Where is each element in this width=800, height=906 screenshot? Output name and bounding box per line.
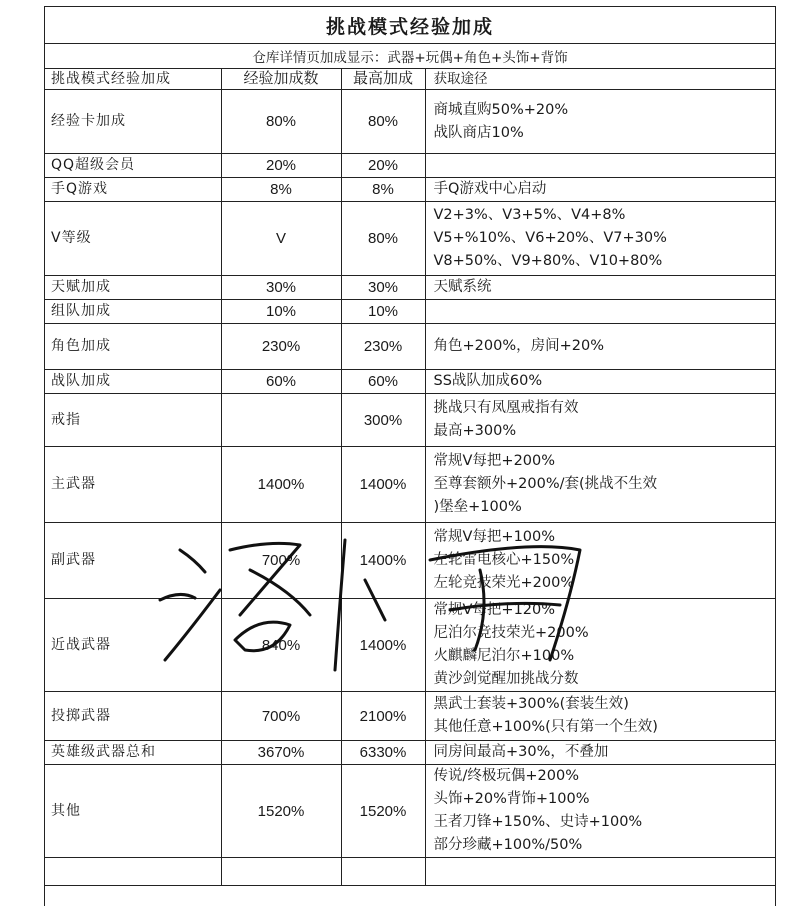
sheet-subtitle: 仓库详情页加成显示：武器+玩偶+角色+头饰+背饰 [45,44,775,69]
source-line: 角色+200%，房间+20% [433,338,604,354]
row-bonus: 1520% [221,765,341,858]
row-source [425,741,775,765]
row-category: 戒指 [45,394,221,447]
table-row [45,178,775,202]
source-line: 同房间最高+30%，不叠加 [433,744,609,760]
row-bonus [221,858,341,886]
table-row [45,276,775,300]
row-max: 10% [341,300,425,324]
table-row [45,765,775,858]
table-row [45,447,775,523]
source-line: 头饰+20%背饰+100% [433,791,590,807]
row-bonus: 8% [221,178,341,202]
row-category: 天赋加成 [45,276,221,300]
row-category: 其他 [45,765,221,858]
source-line: 常规V每把+200% [433,453,556,469]
bonus-sheet [44,6,776,906]
row-max: 80% [341,202,425,276]
row-source [425,858,775,886]
row-max: 60% [341,370,425,394]
row-source [425,178,775,202]
source-line: 火麒麟尼泊尔+100% [433,648,575,664]
source-line: 最高+300% [433,423,517,439]
header-source: 获取途径 [425,69,775,90]
row-source [425,447,775,523]
source-line: SS战队加成60% [433,373,543,389]
row-source [425,394,775,447]
row-max: 1400% [341,447,425,523]
row-category: 副武器 [45,523,221,599]
row-max: 30% [341,276,425,300]
source-line: 传说/终极玩偶+200% [433,768,579,784]
source-line: 商城直购50%+20% [433,101,569,118]
header-category: 挑战模式经验加成 [45,69,221,90]
row-max [341,858,425,886]
table-body [45,90,775,886]
row-max: 20% [341,154,425,178]
row-max: 1400% [341,599,425,692]
row-bonus: V [221,202,341,276]
table-row [45,692,775,741]
row-bonus: 230% [221,324,341,370]
table-row [45,523,775,599]
source-line: 左轮竞技荣光+200% [433,575,575,591]
row-source [425,765,775,858]
row-category [45,858,221,886]
row-category: 手Q游戏 [45,178,221,202]
table-row [45,741,775,765]
source-line: 至尊套额外+200%/套(挑战不生效 [433,476,658,492]
source-line: V2+3%、V3+5%、V4+8% [433,207,626,223]
row-max: 6330% [341,741,425,765]
row-max: 8% [341,178,425,202]
source-line: 战队商店10% [433,124,524,141]
table-header-row [45,69,775,90]
row-category: 组队加成 [45,300,221,324]
table-row [45,154,775,178]
source-line: 黄沙剑觉醒加挑战分数 [433,671,579,687]
row-category: V等级 [45,202,221,276]
row-bonus: 10% [221,300,341,324]
source-line: 其他任意+100%(只有第一个生效) [433,719,658,735]
row-category: 英雄级武器总和 [45,741,221,765]
source-line: 挑战只有凤凰戒指有效 [433,400,579,416]
row-category: QQ超级会员 [45,154,221,178]
row-source [425,599,775,692]
row-source [425,202,775,276]
bonus-table [45,69,775,886]
source-line: 尼泊尔竞技荣光+200% [433,625,589,641]
row-bonus: 20% [221,154,341,178]
table-row [45,394,775,447]
row-bonus [221,394,341,447]
header-max: 最高加成 [341,69,425,90]
row-max: 2100% [341,692,425,741]
row-max: 300% [341,394,425,447]
row-bonus: 700% [221,692,341,741]
row-bonus: 30% [221,276,341,300]
row-source [425,370,775,394]
row-category: 经验卡加成 [45,90,221,154]
table-row [45,858,775,886]
row-source [425,276,775,300]
source-line: 王者刀锋+150%、史诗+100% [433,814,643,830]
row-source [425,90,775,154]
row-source [425,300,775,324]
row-bonus: 80% [221,90,341,154]
row-bonus: 1400% [221,447,341,523]
source-line: 手Q游戏中心启动 [433,181,547,197]
row-source [425,692,775,741]
row-source [425,324,775,370]
source-line: 天赋系统 [433,279,492,295]
table-row [45,599,775,692]
source-line: 常规V每把+100% [433,529,556,545]
sheet-title: 挑战模式经验加成 [45,7,775,44]
table-row [45,202,775,276]
row-category: 主武器 [45,447,221,523]
row-bonus: 840% [221,599,341,692]
row-max: 80% [341,90,425,154]
row-category: 投掷武器 [45,692,221,741]
row-category: 战队加成 [45,370,221,394]
row-bonus: 3670% [221,741,341,765]
source-line: 左轮雷电核心+150% [433,552,575,568]
table-row [45,324,775,370]
row-max: 1520% [341,765,425,858]
row-source [425,523,775,599]
source-line: V8+50%、V9+80%、V10+80% [433,253,663,269]
row-bonus: 700% [221,523,341,599]
row-category: 近战武器 [45,599,221,692]
source-line: V5+%10%、V6+20%、V7+30% [433,230,667,246]
table-row [45,300,775,324]
row-source [425,154,775,178]
source-line: 部分珍藏+100%/50% [433,837,583,853]
header-bonus: 经验加成数 [221,69,341,90]
source-line: 常规V每把+120% [433,602,556,618]
table-row [45,90,775,154]
table-row [45,370,775,394]
row-category: 角色加成 [45,324,221,370]
row-bonus: 60% [221,370,341,394]
row-max: 1400% [341,523,425,599]
source-line: 黑武士套装+300%(套装生效) [433,696,629,712]
source-line: )堡垒+100% [433,499,522,515]
row-max: 230% [341,324,425,370]
